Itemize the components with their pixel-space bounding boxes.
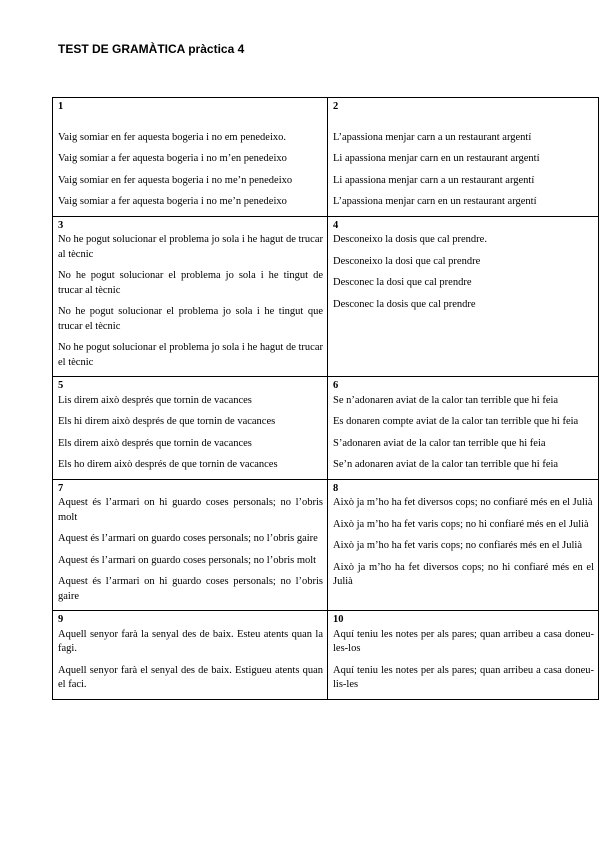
question-cell (53, 98, 328, 217)
answer-option: Els ho direm això després de que tornin de vacances (58, 459, 278, 470)
answer-option: Això ja m’ho ha fet diversos cops; no confiaré més en el Julià (333, 497, 593, 508)
answer-option: No he pogut solucionar el problema jo sola i he tingut que trucar el tècnic (58, 306, 323, 332)
answer-option: L’apassiona menjar carn a un restaurant argentí (333, 131, 532, 143)
answer-option: Aquest és l’armari on guardo coses personals; no l’obris molt (58, 554, 317, 566)
answer-option: No he pogut solucionar el problema jo sola i he tingut de trucar al tècnic (58, 270, 323, 296)
question-number: 9 (58, 614, 64, 625)
question-number: 10 (333, 614, 344, 625)
answer-option: Aquell senyor farà la senyal des de baix. Esteu atents quan la fagi. (58, 628, 323, 654)
question-cell (53, 216, 328, 377)
question-number: 1 (58, 101, 64, 112)
answer-option: Això ja m’ho ha fet varis cops; no confiarés més en el Julià (333, 540, 583, 551)
answer-option: Això ja m’ho ha fet diversos cops; no hi confiaré més en el Julià (333, 561, 594, 587)
answer-option: Vaig somiar en fer aquesta bogeria i no me’n penedeixo (58, 174, 293, 186)
answer-option: Aquest és l’armari on hi guardo coses personals; no l’obris gaire (58, 576, 323, 602)
table-row (53, 377, 599, 480)
answer-option: Aquell senyor farà el senyal des de baix. Estigueu atents quan el faci. (58, 664, 323, 690)
question-number: 7 (58, 482, 64, 494)
question-number: 6 (333, 380, 339, 391)
question-cell (328, 479, 599, 611)
question-table (52, 97, 599, 700)
answer-option: Desconec la dosi que cal prendre (333, 277, 472, 288)
answer-option: Aquí teniu les notes per als pares; quan arribeu a casa doneu-lis-les (333, 664, 594, 690)
question-number: 8 (333, 482, 339, 494)
answer-option: S’adonaren aviat de la calor tan terrible que hi feia (333, 437, 546, 449)
table-row (53, 479, 599, 611)
question-cell (328, 98, 599, 217)
question-cell (53, 377, 328, 480)
answer-option: Li apassiona menjar carn en un restaurant argentí (333, 153, 540, 164)
answer-option: Vaig somiar a fer aquesta bogeria i no m’en penedeixo (58, 153, 287, 164)
answer-option: Desconec la dosis que cal prendre (333, 298, 476, 310)
answer-option: Li apassiona menjar carn a un restaurant argentí (333, 174, 535, 186)
answer-option: Se n’adonaren aviat de la calor tan terrible que hi feia (333, 394, 559, 406)
answer-option: Desconeixo la dosis que cal prendre. (333, 234, 487, 245)
question-cell (53, 611, 328, 700)
answer-option: Els hi direm això després de que tornin de vacances (58, 416, 276, 427)
question-number: 5 (58, 380, 64, 391)
table-row (53, 98, 599, 217)
answer-option: No he pogut solucionar el problema jo sola i he hagut de trucar al tècnic (58, 234, 323, 260)
answer-option: Es donaren compte aviat de la calor tan terrible que hi feia (333, 416, 579, 427)
question-cell (328, 611, 599, 700)
question-cell (328, 216, 599, 377)
answer-option: Això ja m’ho ha fet varis cops; no hi confiaré més en el Julià (333, 518, 589, 530)
question-cell (328, 377, 599, 480)
page-title: TEST DE GRAMÀTICA pràctica 4 (58, 42, 245, 56)
answer-option: Vaig somiar a fer aquesta bogeria i no me’n penedeixo (58, 196, 287, 207)
answer-option: Aquest és l’armari on hi guardo coses personals; no l’obris molt (58, 497, 323, 523)
question-number: 3 (58, 219, 64, 231)
answer-option: Vaig somiar en fer aquesta bogeria i no em penedeixo. (58, 131, 287, 143)
answer-option: Lis direm això després que tornin de vacances (58, 394, 252, 406)
answer-option: Aquí teniu les notes per als pares; quan arribeu a casa doneu-les-los (333, 628, 594, 654)
answer-option: Desconeixo la dosi que cal prendre (333, 255, 481, 267)
answer-option: No he pogut solucionar el problema jo sola i he hagut de trucar el tècnic (58, 342, 323, 368)
answer-option: L’apassiona menjar carn en un restaurant argentí (333, 196, 537, 207)
table-row (53, 216, 599, 377)
answer-option: Se’n adonaren aviat de la calor tan terrible que hi feia (333, 459, 559, 470)
answer-option: Aquest és l’armari on guardo coses personals; no l’obris gaire (58, 533, 318, 544)
question-cell (53, 479, 328, 611)
answer-option: Els direm això després que tornin de vacances (58, 437, 252, 449)
table-row (53, 611, 599, 700)
question-number: 2 (333, 101, 339, 112)
question-number: 4 (333, 219, 339, 231)
